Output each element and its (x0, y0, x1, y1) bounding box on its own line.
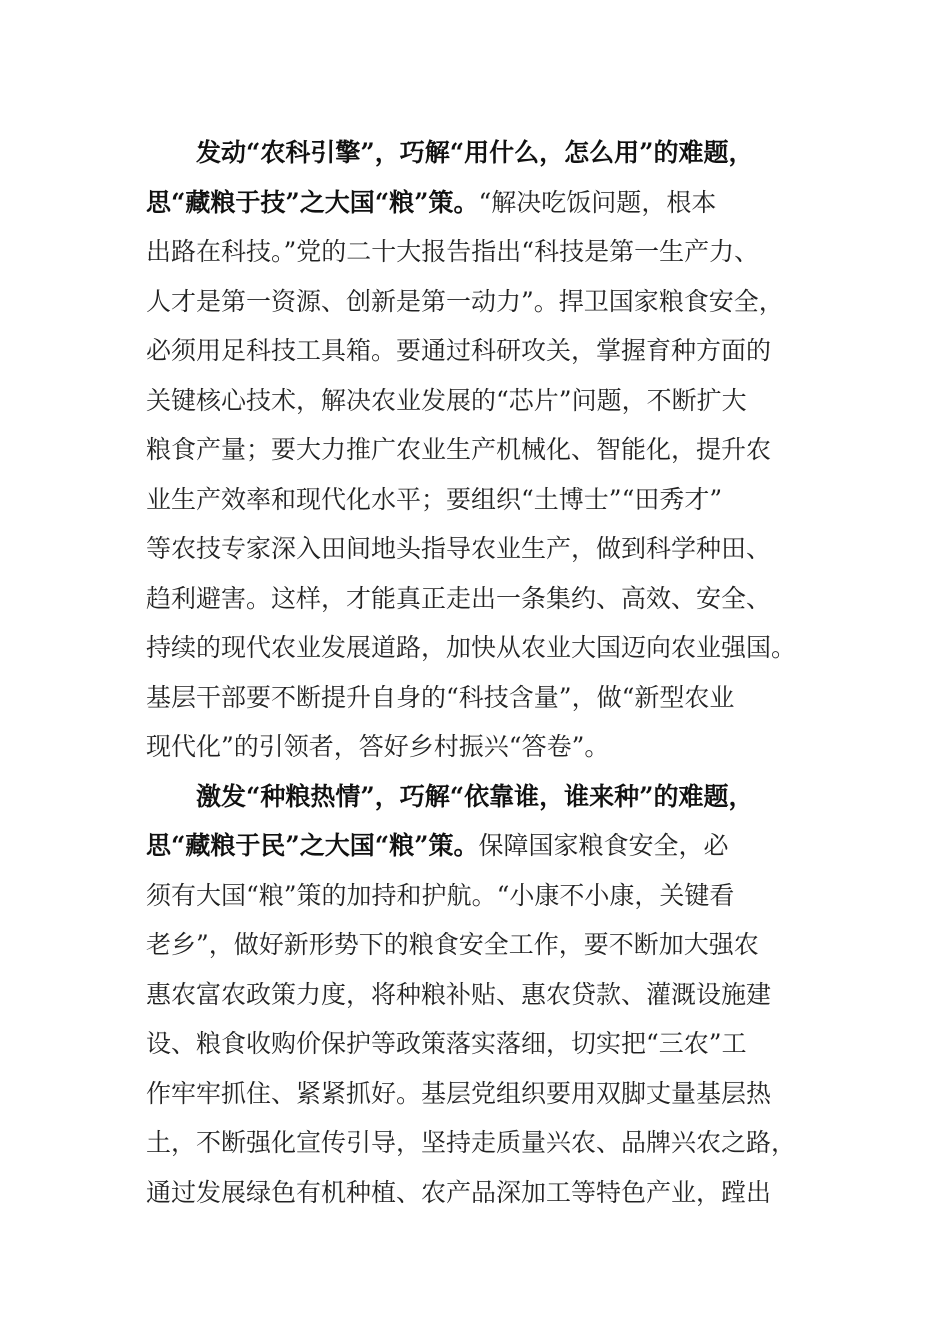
text-line (146, 178, 806, 228)
body-text: 土，不断强化宣传引导，坚持走质量兴农、品牌兴农之路， (146, 1128, 797, 1157)
body-text: 人才是第一资源、创新是第一动力”。捍卫国家粮食安全， (146, 286, 784, 316)
text-line (146, 1019, 806, 1069)
body-text: 趋利避害。这样，才能真正走出一条集约、高效、安全、 (146, 583, 772, 613)
text-line (146, 524, 806, 574)
body-text: 基层干部要不断提升自身的“科技含量”，做“新型农业 (146, 682, 735, 712)
text-line (146, 623, 806, 673)
text-line (146, 1118, 806, 1168)
body-text: “解决吃饭问题，根本 (478, 187, 717, 217)
text-line (146, 920, 806, 970)
body-text: 现代化”的引领者，答好乡村振兴“答卷”。 (146, 732, 610, 761)
text-line (146, 277, 806, 327)
body-text: 通过发展绿色有机种植、农产品深加工等特色产业，蹚出 (146, 1177, 772, 1207)
text-line (146, 673, 806, 723)
text-line (146, 128, 806, 178)
heading-text: 思“藏粮于民”之大国“粮”策。 (146, 831, 479, 860)
body-text: 持续的现代农业发展道路，加快从农业大国迈向农业强国。 (146, 633, 797, 662)
text-line (146, 425, 806, 475)
body-text: 等农技专家深入田间地头指导农业生产，做到科学种田、 (146, 534, 772, 563)
text-line (146, 1069, 806, 1119)
paragraph (146, 128, 806, 772)
paragraph (146, 772, 806, 1218)
body-text: 保障国家粮食安全，必 (478, 831, 729, 860)
heading-text: 发动“农科引擎”，巧解“用什么，怎么用”的难题， (196, 138, 754, 167)
body-text: 关键核心技术，解决农业发展的“芯片”问题，不断扩大 (146, 385, 747, 415)
body-text: 出路在科技。”党的二十大报告指出“科技是第一生产力、 (146, 237, 760, 266)
text-line (146, 871, 806, 921)
body-text: 设、粮食收购价保护等政策落实落细，切实把“三农”工 (146, 1029, 747, 1058)
body-text: 必须用足科技工具箱。要通过科研攻关，掌握育种方面的 (146, 336, 772, 365)
text-line (146, 326, 806, 376)
body-text: 须有大国“粮”策的加持和护航。“小康不小康，关键看 (146, 880, 735, 910)
text-line (146, 475, 806, 525)
text-line (146, 821, 806, 871)
heading-text: 激发“种粮热情”，巧解“依靠谁，谁来种”的难题， (196, 781, 754, 811)
text-line (146, 376, 806, 426)
body-text: 粮食产量；要大力推广农业生产机械化、智能化，提升农 (146, 435, 772, 464)
text-line (146, 970, 806, 1020)
text-line (146, 772, 806, 822)
text-line (146, 722, 806, 772)
body-text: 作牢牢抓住、紧紧抓好。基层党组织要用双脚丈量基层热 (146, 1078, 772, 1108)
body-text: 惠农富农政策力度，将种粮补贴、惠农贷款、灌溉设施建 (146, 979, 772, 1009)
body-text: 业生产效率和现代化水平；要组织“土博士”“田秀才” (146, 484, 723, 514)
text-line (146, 574, 806, 624)
body-text: 老乡”，做好新形势下的粮食安全工作，要不断加大强农 (146, 930, 759, 959)
text-line (146, 227, 806, 277)
document-body (146, 128, 806, 1217)
heading-text: 思“藏粮于技”之大国“粮”策。 (146, 187, 479, 217)
text-line (146, 1168, 806, 1218)
